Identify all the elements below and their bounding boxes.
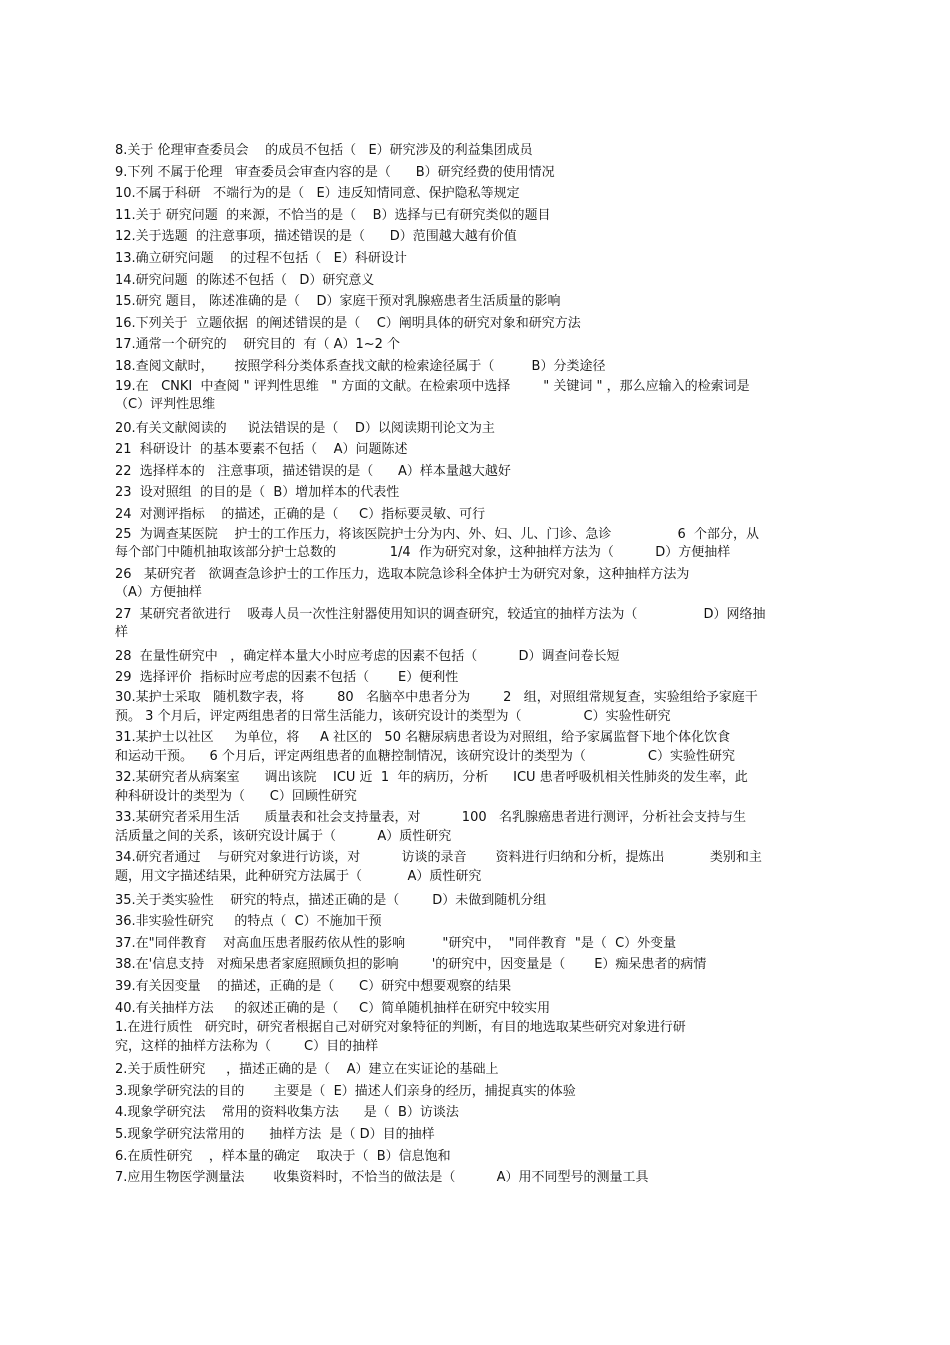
- question-13: 13.确立研究问题 的过程不包括（ E）科研设计: [115, 250, 407, 266]
- question-32-cont: 种科研设计的类型为（ C）回顾性研究: [115, 788, 357, 804]
- question-32: 32.某研究者从病案室 调出该院 ICU 近 1 年的病历，分析 ICU 患者呼吸机相关性肺炎的发生率，此: [115, 770, 748, 786]
- question-25-cont: 每个部门中随机抽取该部分护士总数的 1/4 作为研究对象，这种抽样方法为（ D）方便抽样: [115, 545, 731, 561]
- question-37: 37.在"同伴教育 对高血压患者服药依从性的影响 "研究中， "同伴教育 "是（ C）外变量: [115, 935, 677, 951]
- question-b7: 7.应用生物医学测量法 收集资料时，不恰当的做法是（ A）用不同型号的测量工具: [115, 1170, 649, 1186]
- question-22: 22 选择样本的 注意事项，描述错误的是（ A）样本量越大越好: [115, 463, 511, 479]
- question-14: 14.研究问题 的陈述不包括（ D）研究意义: [115, 272, 375, 288]
- question-b4: 4.现象学研究法 常用的资料收集方法 是（ B）访谈法: [115, 1105, 459, 1121]
- question-34: 34.研究者通过 与研究对象进行访谈，对 访谈的录音 资料进行归纳和分析，提炼出 类别和主: [115, 850, 762, 866]
- question-27-cont: 样: [115, 625, 129, 641]
- question-b6: 6.在质性研究 ，样本量的确定 取决于（ B）信息饱和: [115, 1148, 451, 1164]
- question-9: 9.下列 不属于伦理 审查委员会审查内容的是（ B）研究经费的使用情况: [115, 164, 555, 180]
- question-39: 39.有关因变量 的描述，正确的是（ C）研究中想要观察的结果: [115, 978, 512, 994]
- question-40: 40.有关抽样方法 的叙述正确的是（ C）简单随机抽样在研究中较实用: [115, 1000, 551, 1016]
- document-page: [115, 140, 835, 1189]
- question-b1: 1.在进行质性 研究时，研究者根据自己对研究对象特征的判断，有目的地选取某些研究对象进行研: [115, 1020, 686, 1036]
- question-16: 16.下列关于 立题依据 的阐述错误的是（ C）阐明具体的研究对象和研究方法: [115, 315, 581, 331]
- question-27: 27 某研究者欲进行 吸毒人员一次性注射器使用知识的调查研究，较适宜的抽样方法为（ D）网络抽: [115, 606, 766, 622]
- question-33-cont: 活质量之间的关系，该研究设计属于（ A）质性研究: [115, 828, 452, 844]
- question-11: 11.关于 研究问题 的来源，不恰当的是（ B）选择与已有研究类似的题目: [115, 207, 551, 223]
- question-19: 19.在 CNKI 中查阅 " 评判性思维 " 方面的文献。在检索项中选择 " 关键词 " ，那么应输入的检索词是: [115, 378, 750, 394]
- question-10: 10.不属于科研 不端行为的是（ E）违反知情同意、保护隐私等规定: [115, 186, 520, 202]
- question-8: 8.关于 伦理审查委员会 的成员不包括（ E）研究涉及的利益集团成员: [115, 143, 533, 158]
- question-15: 15.研究 题目， 陈述准确的是（ D）家庭干预对乳腺癌患者生活质量的影响: [115, 294, 561, 310]
- question-b1-cont: 究，这样的抽样方法称为（ C）目的抽样: [115, 1038, 379, 1054]
- question-23: 23 设对照组 的目的是（ B）增加样本的代表性: [115, 485, 400, 501]
- question-b5: 5.现象学研究法常用的 抽样方法 是（ D）目的抽样: [115, 1126, 435, 1142]
- question-31-cont: 和运动干预。 6 个月后，评定两组患者的血糖控制情况，该研究设计的类型为（ C）实验性研究: [115, 748, 735, 764]
- question-28: 28 在量性研究中 ，确定样本量大小时应考虑的因素不包括（ D）调查问卷长短: [115, 648, 620, 664]
- question-29: 29 选择评价 指标时应考虑的因素不包括（ E）便利性: [115, 670, 459, 686]
- question-b3: 3.现象学研究法的目的 主要是（ E）描述人们亲身的经历，捕捉真实的体验: [115, 1083, 576, 1099]
- question-20: 20.有关文献阅读的 说法错误的是（ D）以阅读期刊论文为主: [115, 420, 495, 436]
- question-31: 31.某护士以社区 为单位，将 A 社区的 50 名糖尿病患者设为对照组，给予家属监督下地个体化饮食: [115, 730, 731, 746]
- question-30-cont: 预。 3 个月后，评定两组患者的日常生活能力，该研究设计的类型为（ C）实验性研究: [115, 708, 671, 724]
- question-17: 17.通常一个研究的 研究目的 有（ A）1~2 个: [115, 337, 401, 353]
- question-38: 38.在'信息支持 对痴呆患者家庭照顾负担的影响 '的研究中，因变量是（ E）痴呆患者的病情: [115, 957, 707, 973]
- question-33: 33.某研究者采用生活 质量表和社会支持量表，对 100 名乳腺癌患者进行测评，分析社会支持与生: [115, 810, 747, 826]
- question-b2: 2.关于质性研究 ，描述正确的是（ A）建立在实证论的基础上: [115, 1062, 499, 1078]
- question-34-cont: 题，用文字描述结果，此种研究方法属于（ A）质性研究: [115, 868, 482, 884]
- question-19-cont: （C）评判性思维: [115, 397, 216, 413]
- question-35: 35.关于类实验性 研究的特点，描述正确的是（ D）未做到随机分组: [115, 892, 547, 908]
- question-26: 26 某研究者 欲调查急诊护士的工作压力，选取本院急诊科全体护士为研究对象，这种抽样方法为: [115, 566, 690, 582]
- question-26-cont: （A）方便抽样: [115, 585, 202, 601]
- question-30: 30.某护士采取 随机数字表，将 80 名脑卒中患者分为 2 组，对照组常规复查，实验组给予家庭干: [115, 690, 758, 706]
- question-18: 18.查阅文献时， 按照学科分类体系查找文献的检索途径属于（ B）分类途径: [115, 358, 606, 374]
- question-25: 25 为调查某医院 护士的工作压力，将该医院护士分为内、外、妇、儿、门诊、急诊 6 个部分，从: [115, 526, 759, 542]
- question-36: 36.非实验性研究 的特点（ C）不施加干预: [115, 914, 382, 930]
- question-24: 24 对测评指标 的描述，正确的是（ C）指标要灵敏、可行: [115, 507, 486, 522]
- question-12: 12.关于选题 的注意事项，描述错误的是（ D）范围越大越有价值: [115, 229, 517, 245]
- question-21: 21 科研设计 的基本要素不包括（ A）问题陈述: [115, 442, 408, 458]
